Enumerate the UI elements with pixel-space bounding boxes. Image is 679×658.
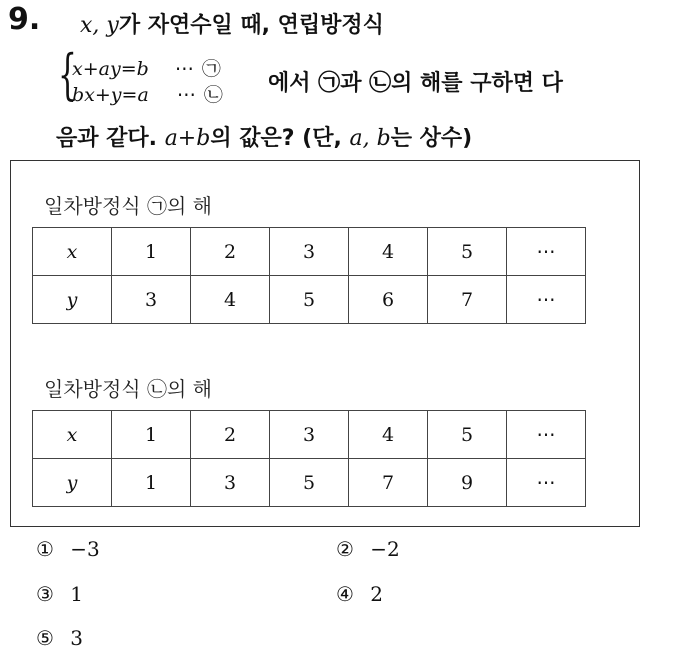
choice-3-value: 1 bbox=[70, 582, 84, 606]
intro-text: 가 자연수일 때, 연립방정식 bbox=[118, 13, 384, 38]
solution-table-1 bbox=[32, 227, 586, 324]
intro-variables: x, y bbox=[80, 13, 119, 38]
table-header-y: y bbox=[33, 276, 112, 324]
system-brace: { bbox=[58, 43, 77, 106]
choice-2[interactable] bbox=[336, 537, 400, 561]
question-line-1 bbox=[80, 8, 384, 39]
choice-3[interactable] bbox=[36, 582, 83, 606]
table-header-x: x bbox=[33, 411, 112, 459]
table-row bbox=[33, 411, 586, 459]
table-cell: 2 bbox=[191, 411, 270, 459]
equation-1-text: x+ay=b bbox=[72, 58, 149, 80]
table-cell: ⋯ bbox=[507, 411, 586, 459]
table-cell: 3 bbox=[270, 228, 349, 276]
line2-text-a: 에서 bbox=[268, 71, 319, 96]
table-row bbox=[33, 459, 586, 507]
line2-mark-1: ㉠ bbox=[318, 71, 341, 96]
equation-1-dots: ⋯ bbox=[174, 58, 194, 80]
table-cell: ⋯ bbox=[507, 228, 586, 276]
equation-system bbox=[58, 43, 258, 110]
equation-1 bbox=[72, 54, 221, 81]
choice-4-value: 2 bbox=[370, 582, 384, 606]
choice-5[interactable] bbox=[36, 626, 83, 650]
table-1-caption-post: 의 해 bbox=[166, 194, 212, 218]
question-number: 9. bbox=[8, 2, 41, 37]
solution-table-2 bbox=[32, 410, 586, 507]
table-cell: 4 bbox=[349, 228, 428, 276]
choice-1[interactable] bbox=[36, 537, 100, 561]
line3-constants: a, b bbox=[349, 126, 391, 151]
choice-4[interactable] bbox=[336, 582, 383, 606]
table-cell: 5 bbox=[428, 228, 507, 276]
question-line-3 bbox=[56, 121, 472, 152]
table-cell: 2 bbox=[191, 228, 270, 276]
table-cell: 3 bbox=[191, 459, 270, 507]
line2-text-c: 의 해를 구하면 다 bbox=[391, 71, 563, 96]
choice-3-mark: ③ bbox=[36, 582, 54, 606]
choice-1-value: −3 bbox=[70, 537, 100, 561]
table-cell: 5 bbox=[270, 459, 349, 507]
line3-text-c: 는 상수) bbox=[390, 126, 473, 151]
table-row bbox=[33, 276, 586, 324]
table-cell: 7 bbox=[349, 459, 428, 507]
choice-4-mark: ④ bbox=[336, 582, 354, 606]
table-cell: ⋯ bbox=[507, 459, 586, 507]
equation-2-text: bx+y=a bbox=[72, 84, 149, 106]
choice-5-value: 3 bbox=[70, 626, 84, 650]
equation-2-mark: ㉡ bbox=[203, 84, 223, 106]
choice-2-value: −2 bbox=[370, 537, 400, 561]
line2-mark-2: ㉡ bbox=[369, 71, 392, 96]
table-cell: 5 bbox=[270, 276, 349, 324]
table-cell: 1 bbox=[112, 411, 191, 459]
table-header-y: y bbox=[33, 459, 112, 507]
table-1-caption-mark: ㉠ bbox=[146, 194, 167, 218]
equation-1-mark: ㉠ bbox=[201, 58, 221, 80]
choice-2-mark: ② bbox=[336, 537, 354, 561]
table-cell: 5 bbox=[428, 411, 507, 459]
table-cell: 3 bbox=[270, 411, 349, 459]
question-line-2 bbox=[268, 66, 563, 97]
line3-expression: a+b bbox=[164, 126, 211, 151]
line3-text-a: 음과 같다. bbox=[56, 126, 165, 151]
table-header-x: x bbox=[33, 228, 112, 276]
table-row bbox=[33, 228, 586, 276]
table-1-caption-pre: 일차방정식 bbox=[44, 194, 147, 218]
choice-5-mark: ⑤ bbox=[36, 626, 54, 650]
table-cell: 6 bbox=[349, 276, 428, 324]
table-2-caption-pre: 일차방정식 bbox=[44, 377, 147, 401]
table-cell: ⋯ bbox=[507, 276, 586, 324]
table-cell: 1 bbox=[112, 459, 191, 507]
equation-2 bbox=[72, 80, 223, 107]
table-cell: 9 bbox=[428, 459, 507, 507]
table-cell: 7 bbox=[428, 276, 507, 324]
table-1-caption bbox=[44, 190, 212, 219]
table-cell: 4 bbox=[349, 411, 428, 459]
equation-2-dots: ⋯ bbox=[176, 84, 196, 106]
table-2-caption bbox=[44, 373, 212, 402]
table-cell: 1 bbox=[112, 228, 191, 276]
table-2-caption-post: 의 해 bbox=[166, 377, 212, 401]
line2-text-b: 과 bbox=[340, 71, 370, 96]
choice-1-mark: ① bbox=[36, 537, 54, 561]
table-cell: 3 bbox=[112, 276, 191, 324]
table-cell: 4 bbox=[191, 276, 270, 324]
line3-text-b: 의 값은? (단, bbox=[210, 126, 350, 151]
table-2-caption-mark: ㉡ bbox=[146, 377, 167, 401]
